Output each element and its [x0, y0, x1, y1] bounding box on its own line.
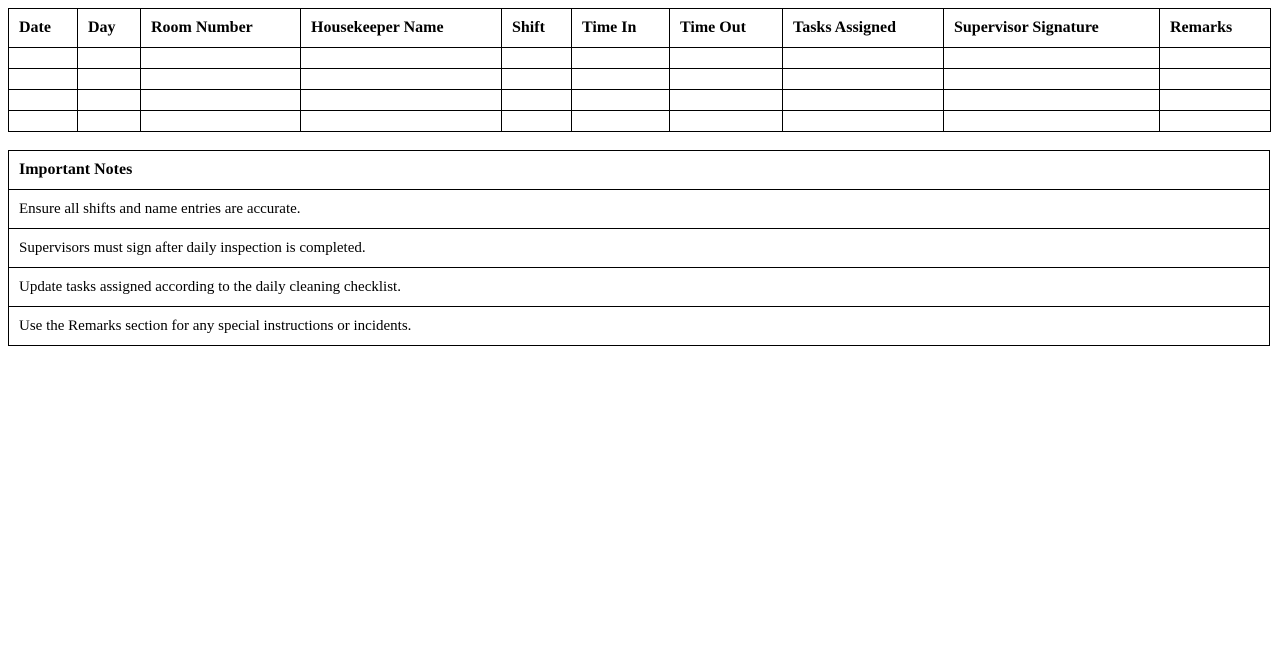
cell-tasks-assigned[interactable] [783, 90, 944, 111]
cell-tasks-assigned[interactable] [783, 69, 944, 90]
note-text: Update tasks assigned according to the daily cleaning checklist. [9, 268, 1270, 307]
cell-time-out[interactable] [670, 48, 783, 69]
cell-supervisor-signature[interactable] [944, 48, 1160, 69]
cell-housekeeper-name[interactable] [301, 48, 502, 69]
cell-time-in[interactable] [572, 48, 670, 69]
column-header-date: Date [9, 9, 78, 48]
cell-supervisor-signature[interactable] [944, 111, 1160, 132]
cell-day[interactable] [78, 90, 141, 111]
cell-day[interactable] [78, 111, 141, 132]
cell-housekeeper-name[interactable] [301, 90, 502, 111]
table-row [9, 90, 1271, 111]
column-header-time-out: Time Out [670, 9, 783, 48]
cell-time-in[interactable] [572, 111, 670, 132]
cell-shift[interactable] [502, 90, 572, 111]
cell-remarks[interactable] [1160, 111, 1271, 132]
cell-room-number[interactable] [141, 48, 301, 69]
cell-room-number[interactable] [141, 90, 301, 111]
document-page [8, 8, 1270, 346]
cell-tasks-assigned[interactable] [783, 111, 944, 132]
cell-date[interactable] [9, 69, 78, 90]
notes-title: Important Notes [9, 151, 1270, 190]
cell-date[interactable] [9, 111, 78, 132]
cell-remarks[interactable] [1160, 90, 1271, 111]
note-text: Supervisors must sign after daily inspection is completed. [9, 229, 1270, 268]
housekeeping-schedule-table [8, 8, 1271, 132]
cell-room-number[interactable] [141, 69, 301, 90]
list-item [9, 190, 1270, 229]
cell-remarks[interactable] [1160, 48, 1271, 69]
cell-remarks[interactable] [1160, 69, 1271, 90]
cell-date[interactable] [9, 48, 78, 69]
cell-supervisor-signature[interactable] [944, 90, 1160, 111]
cell-tasks-assigned[interactable] [783, 48, 944, 69]
table-header-row [9, 9, 1271, 48]
cell-time-out[interactable] [670, 69, 783, 90]
column-header-housekeeper-name: Housekeeper Name [301, 9, 502, 48]
column-header-room-number: Room Number [141, 9, 301, 48]
column-header-day: Day [78, 9, 141, 48]
cell-housekeeper-name[interactable] [301, 111, 502, 132]
table-row [9, 48, 1271, 69]
cell-housekeeper-name[interactable] [301, 69, 502, 90]
cell-shift[interactable] [502, 111, 572, 132]
column-header-time-in: Time In [572, 9, 670, 48]
column-header-remarks: Remarks [1160, 9, 1271, 48]
column-header-tasks-assigned: Tasks Assigned [783, 9, 944, 48]
list-item [9, 229, 1270, 268]
important-notes-table [8, 150, 1270, 346]
cell-time-in[interactable] [572, 69, 670, 90]
cell-shift[interactable] [502, 48, 572, 69]
cell-time-out[interactable] [670, 90, 783, 111]
note-text: Use the Remarks section for any special instructions or incidents. [9, 307, 1270, 346]
cell-date[interactable] [9, 90, 78, 111]
table-row [9, 111, 1271, 132]
cell-day[interactable] [78, 69, 141, 90]
cell-room-number[interactable] [141, 111, 301, 132]
list-item [9, 268, 1270, 307]
cell-day[interactable] [78, 48, 141, 69]
notes-header-row [9, 151, 1270, 190]
cell-time-out[interactable] [670, 111, 783, 132]
list-item [9, 307, 1270, 346]
cell-time-in[interactable] [572, 90, 670, 111]
cell-shift[interactable] [502, 69, 572, 90]
cell-supervisor-signature[interactable] [944, 69, 1160, 90]
note-text: Ensure all shifts and name entries are accurate. [9, 190, 1270, 229]
column-header-supervisor-signature: Supervisor Signature [944, 9, 1160, 48]
table-row [9, 69, 1271, 90]
column-header-shift: Shift [502, 9, 572, 48]
